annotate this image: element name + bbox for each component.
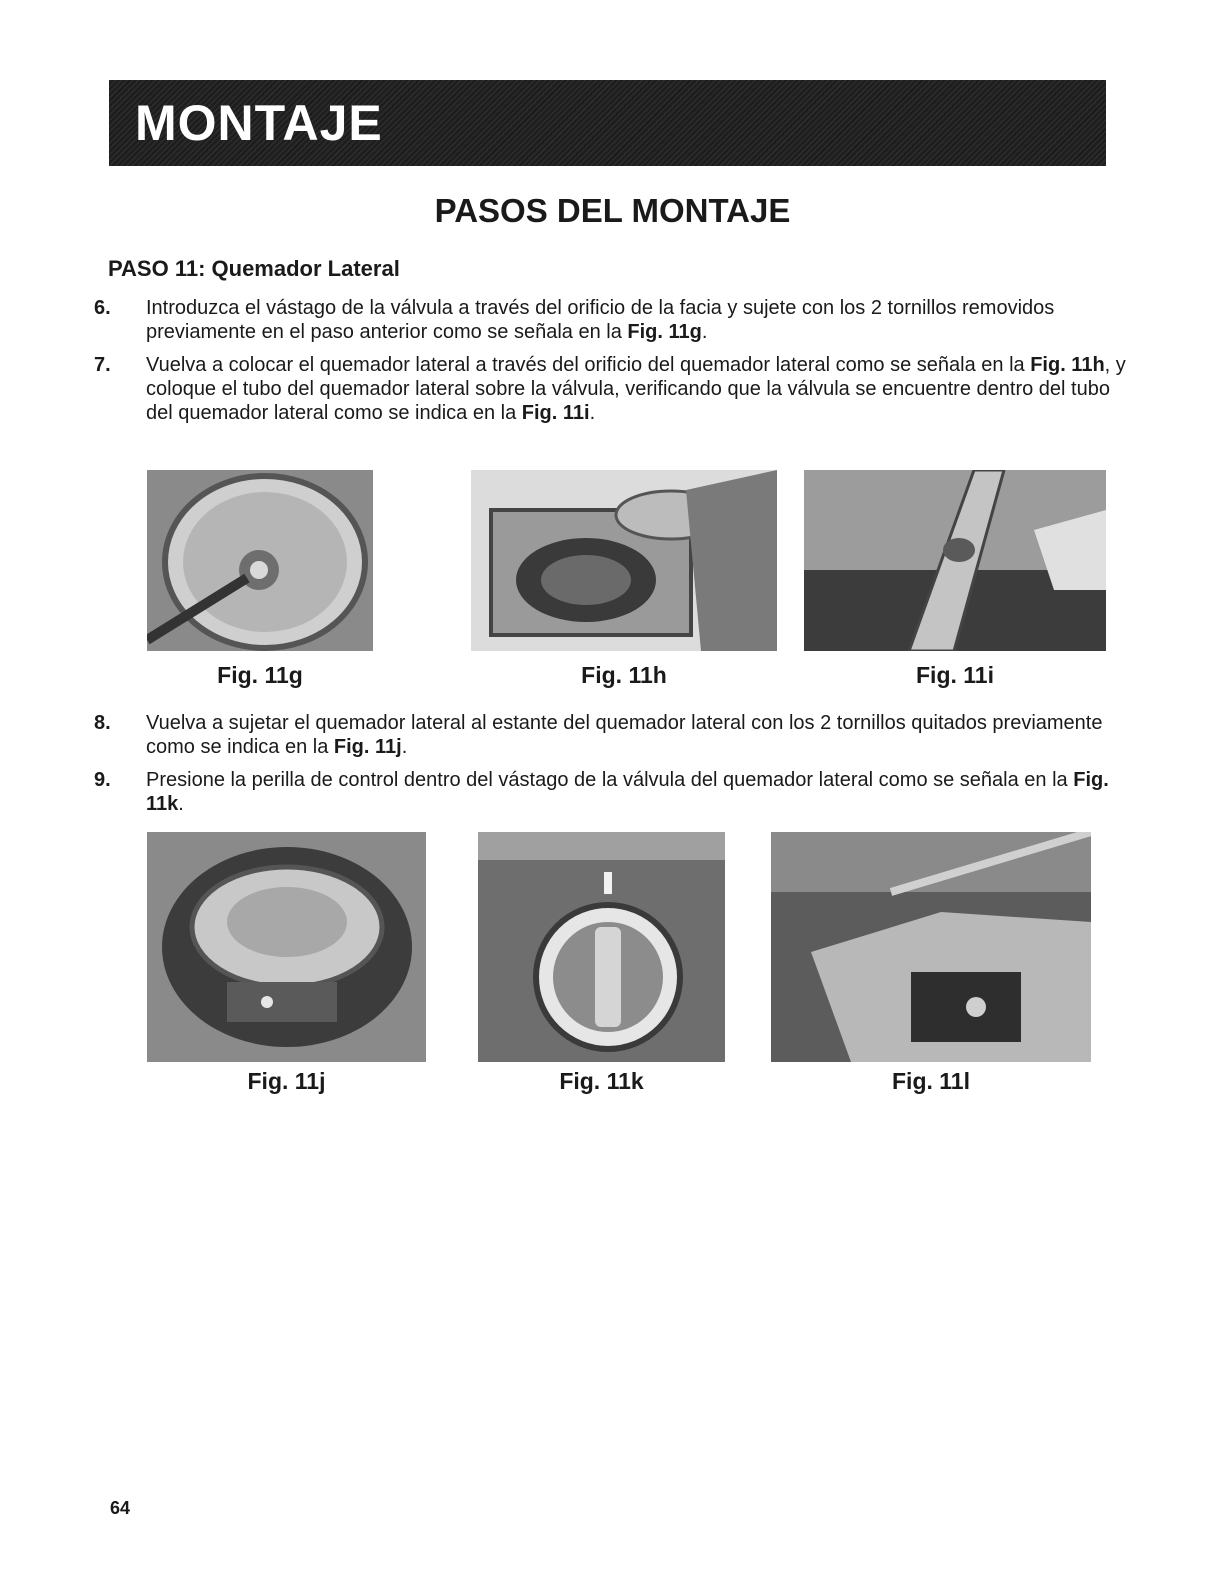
figure-reference: Fig. 11h xyxy=(1030,354,1105,376)
figure-11g-caption: Fig. 11g xyxy=(217,662,303,688)
section-banner xyxy=(109,80,1106,166)
figure-11k-photo xyxy=(478,832,725,1062)
figure-11g-photo xyxy=(147,470,373,651)
figure-11i-photo xyxy=(804,470,1106,651)
instruction-text: Presione la perilla de control dentro del vástago de la válvula del quemador lateral como se señala en la xyxy=(146,769,1074,791)
instruction-number: 6. xyxy=(94,297,111,319)
instruction-text: Vuelva a sujetar el quemador lateral al estante del quemador lateral con los 2 tornillos quitados previamente como se indica en la xyxy=(146,712,1103,758)
step-title: PASO 11: Quemador Lateral xyxy=(108,256,400,281)
instruction-number: 9. xyxy=(94,769,111,791)
instruction-tail: . xyxy=(701,321,708,343)
figure-reference: Fig. 11k xyxy=(146,769,1109,815)
instruction-7 xyxy=(94,353,1136,425)
banner-title: MONTAJE xyxy=(135,95,383,151)
figure-reference: Fig. 11i xyxy=(521,402,590,424)
instruction-text: , y coloque el tubo del quemador lateral sobre la válvula, verificando que la válvula se encuentre dentro del tubo del quemador lateral como se indica en la xyxy=(146,354,1126,424)
figure-11k-caption: Fig. 11k xyxy=(559,1068,644,1094)
instruction-text: Vuelva a colocar el quemador lateral a través del orificio del quemador lateral como se señala en la xyxy=(146,354,1031,376)
figure-11i-caption: Fig. 11i xyxy=(916,662,994,688)
page-heading: PASOS DEL MONTAJE xyxy=(434,192,791,229)
instruction-9 xyxy=(94,768,1136,816)
figure-11j-photo xyxy=(147,832,426,1062)
instruction-tail: . xyxy=(178,793,184,815)
page-number: 64 xyxy=(110,1498,131,1518)
instruction-number: 7. xyxy=(94,354,111,376)
instruction-6 xyxy=(94,296,1136,344)
figure-11h-photo xyxy=(471,470,777,651)
figure-reference: Fig. 11g xyxy=(627,321,702,343)
figure-11j-caption: Fig. 11j xyxy=(247,1068,326,1094)
instruction-number: 8. xyxy=(94,712,111,734)
figure-11h-caption: Fig. 11h xyxy=(581,662,667,688)
figure-reference: Fig. 11j xyxy=(333,736,402,758)
instruction-tail: . xyxy=(401,736,408,758)
instruction-tail: . xyxy=(589,402,596,424)
figure-11l-photo xyxy=(771,832,1091,1062)
figure-11l-caption: Fig. 11l xyxy=(892,1068,970,1094)
instruction-text: Introduzca el vástago de la válvula a través del orificio de la facia y sujete con los 2 tornillos removidos previamente en el paso anterior como se señala en la xyxy=(146,297,1055,343)
instruction-8 xyxy=(94,711,1136,759)
